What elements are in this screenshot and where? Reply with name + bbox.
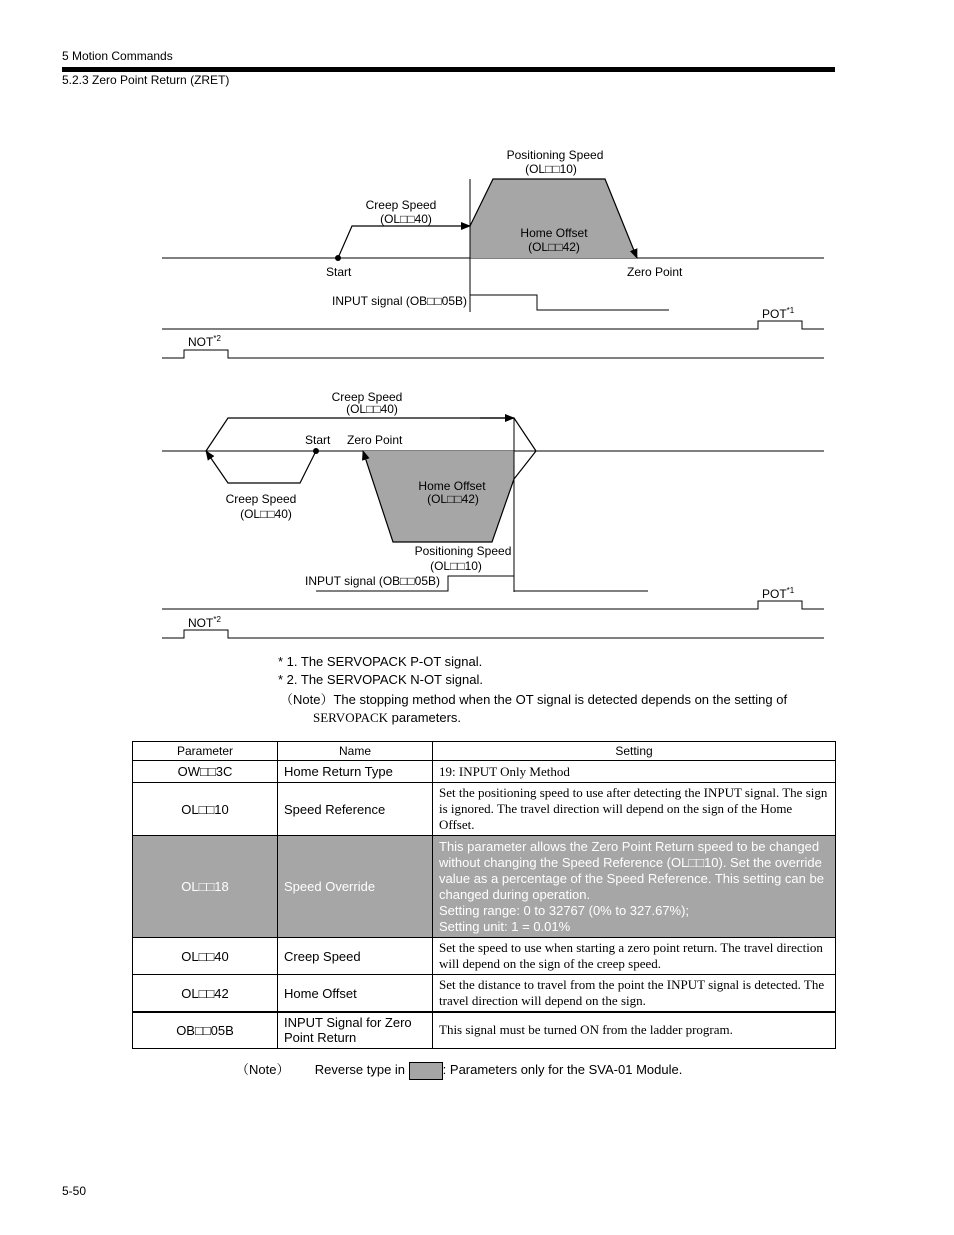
home-offset-label: Home Offset bbox=[520, 226, 588, 240]
setting-line: Setting unit: 1 = 0.01% bbox=[439, 918, 571, 934]
setting-cell: Set the positioning speed to use after detecting the INPUT signal. The sign is ignored. The travel direction will depend on the sign of the Home Offset. bbox=[433, 783, 836, 836]
param-cell: OL□□10 bbox=[133, 783, 278, 836]
input-signal-label: INPUT signal (OB□□05B) bbox=[305, 574, 440, 588]
input-signal-label: INPUT signal (OB□□05B) bbox=[332, 294, 467, 308]
creep-speed-lower-param: (OL□□40) bbox=[240, 507, 292, 521]
name-cell: INPUT Signal for Zero Point Return bbox=[278, 1012, 433, 1048]
home-offset-param: (OL□□42) bbox=[427, 492, 479, 506]
param-cell: OL□□42 bbox=[133, 975, 278, 1013]
positioning-speed-label: Positioning Speed bbox=[414, 544, 512, 558]
creep-speed-upper-label: Creep Speed bbox=[331, 390, 403, 404]
chapter-title: 5 Motion Commands bbox=[62, 49, 173, 63]
start-dot bbox=[335, 255, 341, 261]
zero-point-label: Zero Point bbox=[627, 265, 683, 279]
setting-cell: Set the speed to use when starting a zero point return. The travel direction will depend on the sign of the creep speed. bbox=[433, 938, 836, 975]
table-note bbox=[236, 1059, 682, 1080]
diagram-bottom bbox=[162, 390, 824, 638]
setting-cell: Set the distance to travel from the point the INPUT signal is detected. The travel direction will depend on the sign. bbox=[433, 975, 836, 1013]
not-signal-waveform bbox=[162, 630, 824, 638]
footnote-1: * 1. The SERVOPACK P-OT signal. bbox=[278, 654, 483, 669]
param-cell: OB□□05B bbox=[133, 1012, 278, 1048]
table-note-prefix: （Note） bbox=[236, 1062, 290, 1077]
zero-point-label: Zero Point bbox=[347, 433, 403, 447]
reverse-type-swatch bbox=[409, 1062, 443, 1080]
footnote-note bbox=[280, 691, 800, 727]
creep-speed-upper-param: (OL□□40) bbox=[346, 402, 398, 416]
header-name: Name bbox=[278, 742, 433, 761]
pot-signal-waveform bbox=[162, 601, 824, 609]
setting-line: This parameter allows the Zero Point Return speed to be changed without changing the Speed Reference (OL□□10). Set the override value as a percentage of the Speed Reference. This setting can be changed during operation. bbox=[439, 838, 824, 902]
table-note-text: Reverse type in bbox=[314, 1062, 406, 1077]
page-number: 5-50 bbox=[62, 1184, 87, 1198]
not-label: NOT$^{*2}$ bbox=[188, 615, 221, 630]
footnote-2: * 2. The SERVOPACK N-OT signal. bbox=[278, 672, 483, 687]
start-dot bbox=[313, 448, 319, 454]
home-offset-label: Home Offset bbox=[418, 479, 486, 493]
setting-cell bbox=[433, 836, 836, 938]
note-prefix: （Note） bbox=[280, 692, 334, 707]
diagram-top bbox=[162, 148, 824, 358]
param-cell: OL□□18 bbox=[133, 836, 278, 938]
name-cell: Speed Reference bbox=[278, 783, 433, 836]
table-header-row bbox=[133, 742, 836, 761]
creep-speed-lower-profile bbox=[206, 451, 316, 483]
table-note-text-2: : Parameters only for the SVA-01 Module. bbox=[442, 1062, 683, 1077]
not-signal-waveform bbox=[162, 350, 824, 358]
table-row bbox=[133, 975, 836, 1013]
home-offset-param: (OL□□42) bbox=[528, 240, 580, 254]
table-row bbox=[133, 1012, 836, 1048]
note-text: The stopping method when the OT signal is detected depends on the setting of bbox=[333, 692, 788, 707]
start-label: Start bbox=[305, 433, 331, 447]
pot-signal-waveform bbox=[162, 321, 824, 329]
table-row bbox=[133, 836, 836, 938]
setting-cell: This signal must be turned ON from the ladder program. bbox=[433, 1012, 836, 1048]
input-signal-waveform bbox=[470, 295, 669, 312]
creep-speed-label: Creep Speed bbox=[365, 198, 437, 212]
creep-speed-lower-label: Creep Speed bbox=[225, 492, 297, 506]
header-setting: Setting bbox=[433, 742, 836, 761]
start-label: Start bbox=[326, 265, 352, 279]
table-row bbox=[133, 783, 836, 836]
positioning-speed-param: (OL□□10) bbox=[525, 162, 577, 176]
setting-line: Setting range: 0 to 32767 (0% to 327.67%); bbox=[439, 902, 690, 918]
param-cell: OL□□40 bbox=[133, 938, 278, 975]
not-label: NOT$^{*2}$ bbox=[188, 334, 221, 349]
pot-label: POT$^{*1}$ bbox=[762, 306, 795, 321]
note-end: parameters. bbox=[388, 710, 462, 725]
parameter-table bbox=[132, 741, 836, 1049]
name-cell: Home Offset bbox=[278, 975, 433, 1013]
header-parameter: Parameter bbox=[133, 742, 278, 761]
creep-speed-profile bbox=[338, 226, 470, 258]
positioning-speed-param: (OL□□10) bbox=[430, 559, 482, 573]
creep-speed-param: (OL□□40) bbox=[380, 212, 432, 226]
positioning-speed-label: Positioning Speed bbox=[506, 148, 604, 162]
setting-cell: 19: INPUT Only Method bbox=[433, 761, 836, 783]
name-cell: Creep Speed bbox=[278, 938, 433, 975]
table-row bbox=[133, 938, 836, 975]
param-cell: OW□□3C bbox=[133, 761, 278, 783]
name-cell: Speed Override bbox=[278, 836, 433, 938]
note-servopack: SERVOPACK bbox=[313, 710, 389, 725]
section-title: 5.2.3 Zero Point Return (ZRET) bbox=[62, 73, 230, 87]
pot-label: POT$^{*1}$ bbox=[762, 586, 795, 601]
name-cell: Home Return Type bbox=[278, 761, 433, 783]
table-row bbox=[133, 761, 836, 783]
